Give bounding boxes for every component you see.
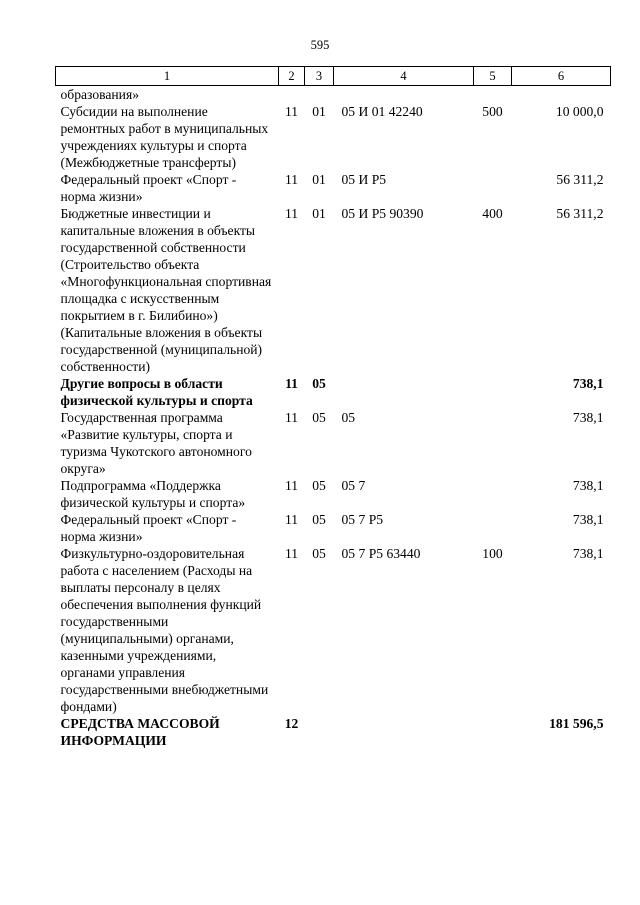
row-section-cell: 11 (284, 478, 299, 493)
column-header-name: 1 (56, 67, 279, 86)
row-sum-cell: 738,1 (572, 546, 604, 561)
row-target-article-cell (334, 715, 474, 749)
row-subsection-cell: 01 (312, 172, 326, 187)
row-sum-cell: 56 311,2 (556, 206, 604, 221)
column-header-section: 2 (279, 67, 305, 86)
row-subsection-cell: 05 (312, 478, 326, 493)
row-section-cell: 11 (284, 172, 299, 187)
row-target-article-cell: 05 7 (341, 478, 366, 493)
row-subsection-cell: 05 (312, 410, 326, 425)
row-target-article-cell (334, 375, 474, 409)
row-target-article-cell: 05 7 P5 (341, 512, 384, 527)
row-name-cell: Другие вопросы в области физической культуры и спорта (60, 376, 253, 408)
row-sum-cell: 738,1 (572, 512, 604, 527)
row-expense-type-cell (474, 375, 512, 409)
row-expense-type-cell: 500 (482, 104, 503, 119)
column-header-subsection: 3 (305, 67, 334, 86)
row-expense-type-cell (474, 86, 512, 104)
table-row (56, 409, 611, 477)
row-sum-cell: 738,1 (572, 376, 604, 391)
table-row (56, 86, 611, 104)
row-sum-cell: 10 000,0 (555, 104, 604, 119)
table-row (56, 171, 611, 205)
row-sum-cell: 738,1 (572, 478, 604, 493)
budget-table (55, 66, 611, 749)
row-target-article-cell: 05 (341, 410, 356, 425)
row-section-cell: 11 (284, 206, 299, 221)
row-subsection-cell (305, 86, 334, 104)
row-name-cell: Физкультурно-оздоровительная работа с населением (Расходы на выплаты персоналу в целях обеспечения выполнения функций государственными (муниципальными) органами, казенными учреждениями, органами управления государственными внебюджетными фондами) (60, 546, 269, 714)
table-row (56, 511, 611, 545)
row-section-cell: 11 (284, 512, 299, 527)
row-name-cell: Федеральный проект «Спорт - норма жизни» (60, 512, 237, 544)
row-sum-cell: 738,1 (572, 410, 604, 425)
row-name-cell: Подпрограмма «Поддержка физической культуры и спорта» (60, 478, 246, 510)
row-subsection-cell: 01 (312, 206, 326, 221)
row-target-article-cell: 05 И P5 (341, 172, 387, 187)
row-expense-type-cell (474, 511, 512, 545)
row-section-cell: 12 (284, 716, 299, 731)
row-subsection-cell: 05 (312, 376, 326, 391)
table-row (56, 103, 611, 171)
table-row (56, 477, 611, 511)
row-expense-type-cell: 400 (482, 206, 503, 221)
table-row (56, 205, 611, 375)
row-name-cell: Государственная программа «Развитие культуры, спорта и туризма Чукотского автономного округа» (60, 410, 252, 476)
row-name-cell: Бюджетные инвестиции и капитальные вложения в объекты государственной собственности (Строительство объекта «Многофункциональная спортивная площадка с искусственным покрытием в г. Билибино») (Капитальные вложения в объекты государственной (муниципальной) собственности) (60, 206, 272, 374)
row-expense-type-cell (474, 171, 512, 205)
row-sum-cell: 181 596,5 (549, 716, 604, 731)
row-section-cell (279, 86, 305, 104)
row-target-article-cell (334, 86, 474, 104)
row-expense-type-cell (474, 715, 512, 749)
row-section-cell: 11 (284, 410, 299, 425)
row-section-cell: 11 (284, 104, 299, 119)
row-section-cell: 11 (285, 376, 298, 391)
row-subsection-cell: 01 (312, 104, 326, 119)
row-name-cell: Субсидии на выполнение ремонтных работ в муниципальных учреждениях культуры и спорта (Межбюджетные трансферты) (60, 104, 269, 170)
column-header-target-article: 4 (334, 67, 474, 86)
page-number: 595 (310, 38, 330, 52)
row-name-cell: СРЕДСТВА МАССОВОЙ ИНФОРМАЦИИ (60, 716, 220, 748)
row-expense-type-cell: 100 (482, 546, 503, 561)
row-name-cell: образования» (60, 87, 140, 102)
table-body (56, 86, 611, 750)
table-row (56, 375, 611, 409)
row-sum-cell (512, 86, 611, 104)
row-section-cell: 11 (284, 546, 299, 561)
row-target-article-cell: 05 7 P5 63440 (341, 546, 421, 561)
table-row (56, 545, 611, 715)
column-header-sum: 6 (512, 67, 611, 86)
column-header-expense-type: 5 (474, 67, 512, 86)
row-target-article-cell: 05 И 01 42240 (341, 104, 423, 119)
row-target-article-cell: 05 И P5 90390 (341, 206, 424, 221)
row-expense-type-cell (474, 477, 512, 511)
row-sum-cell: 56 311,2 (556, 172, 604, 187)
row-name-cell: Федеральный проект «Спорт - норма жизни» (60, 172, 237, 204)
row-subsection-cell: 05 (312, 512, 326, 527)
row-expense-type-cell (474, 409, 512, 477)
row-subsection-cell (305, 715, 334, 749)
row-subsection-cell: 05 (312, 546, 326, 561)
table-row (56, 715, 611, 749)
table-header (56, 67, 611, 86)
